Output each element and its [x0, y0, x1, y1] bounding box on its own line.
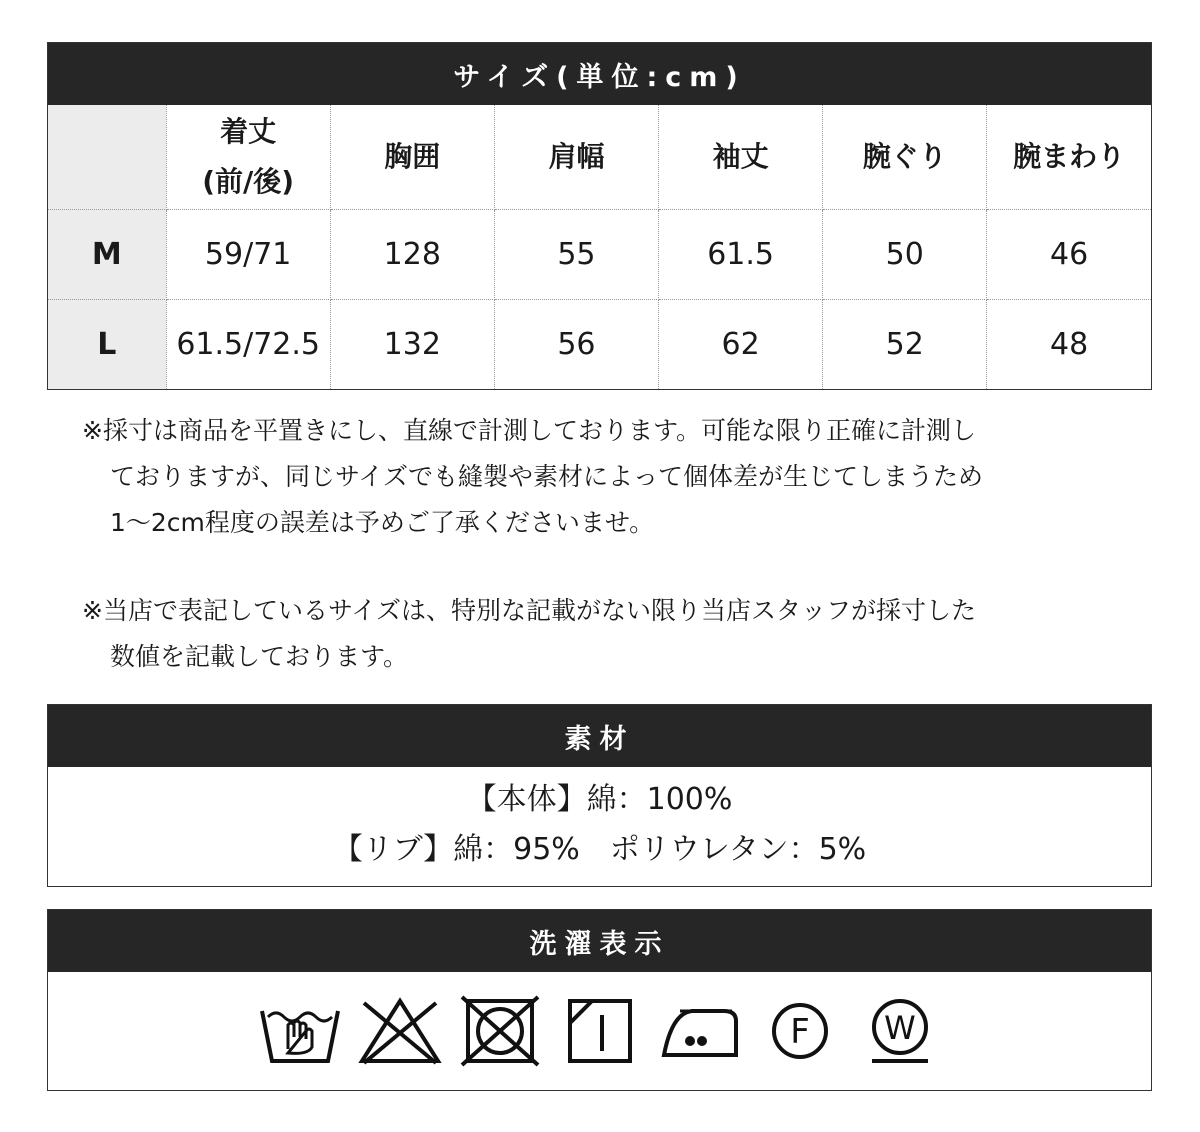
table-cell: 59/71: [166, 209, 330, 299]
table-row: [48, 209, 1151, 299]
column-header-length-line1: 着丈: [220, 114, 277, 148]
washing-header: 洗濯表示: [48, 910, 1151, 972]
size-table-header-row: [48, 105, 1151, 209]
iron-low-icon: [650, 991, 750, 1071]
table-cell: 50: [823, 209, 987, 299]
row-label: M: [48, 209, 166, 299]
note-line: ※当店で表記しているサイズは、特別な記載がない限り当店スタッフが採寸した: [82, 596, 976, 625]
table-cell: 61.5/72.5: [166, 299, 330, 389]
washing-panel: [47, 909, 1152, 1091]
table-cell: 48: [1050, 326, 1089, 362]
size-table-panel: [47, 42, 1152, 390]
table-row: [48, 299, 1151, 389]
column-header-length-line2: (前/後): [202, 164, 295, 198]
wet-clean-w-icon: [850, 991, 950, 1071]
column-header-armhole: 腕ぐり: [823, 105, 987, 209]
column-header-shoulder: 肩幅: [494, 105, 658, 209]
size-table-corner: [48, 105, 166, 209]
no-tumble-dry-icon: [450, 991, 550, 1071]
no-bleach-icon: [350, 991, 450, 1071]
table-cell: 62: [659, 299, 823, 389]
size-table-header: サイズ(単位:cm): [48, 43, 1151, 105]
wet-clean-letter: W: [883, 1009, 916, 1047]
material-body: [48, 767, 1151, 875]
table-cell: 46: [987, 209, 1151, 299]
measurement-note: [82, 408, 1122, 546]
dry-clean-f-icon: [750, 991, 850, 1071]
row-label: L: [48, 299, 166, 389]
table-cell: 128: [330, 209, 494, 299]
note-line: 数値を記載しております。: [110, 642, 409, 671]
column-header-length: [166, 105, 330, 209]
size-table: [48, 105, 1151, 389]
column-header-sleeve: 袖丈: [659, 105, 823, 209]
table-cell: 132: [330, 299, 494, 389]
line-dry-shade-icon: [550, 991, 650, 1071]
size-note: [82, 588, 1122, 680]
table-cell: 56: [494, 299, 658, 389]
column-header-arm-circumference: 腕まわり: [987, 105, 1151, 209]
dry-clean-letter: F: [789, 1012, 810, 1052]
column-header-chest: 胸囲: [330, 105, 494, 209]
table-cell: 61.5: [659, 209, 823, 299]
material-panel: [47, 704, 1152, 887]
table-cell: 55: [494, 209, 658, 299]
hand-wash-icon: [250, 991, 350, 1071]
note-line: ※採寸は商品を平置きにし、直線で計測しております。可能な限り正確に計測し: [82, 416, 976, 445]
table-cell: 52: [823, 299, 987, 389]
care-icons: [48, 972, 1151, 1090]
note-line: ておりますが、同じサイズでも縫製や素材によって個体差が生じてしまうため: [110, 462, 984, 491]
note-line: 1～2cm程度の誤差は予めご了承くださいませ。: [110, 508, 655, 537]
material-line-body: 【本体】綿：100%: [466, 782, 733, 817]
material-line-rib: 【リブ】綿：95% ポリウレタン：5%: [332, 832, 867, 867]
material-header: 素材: [48, 705, 1151, 767]
